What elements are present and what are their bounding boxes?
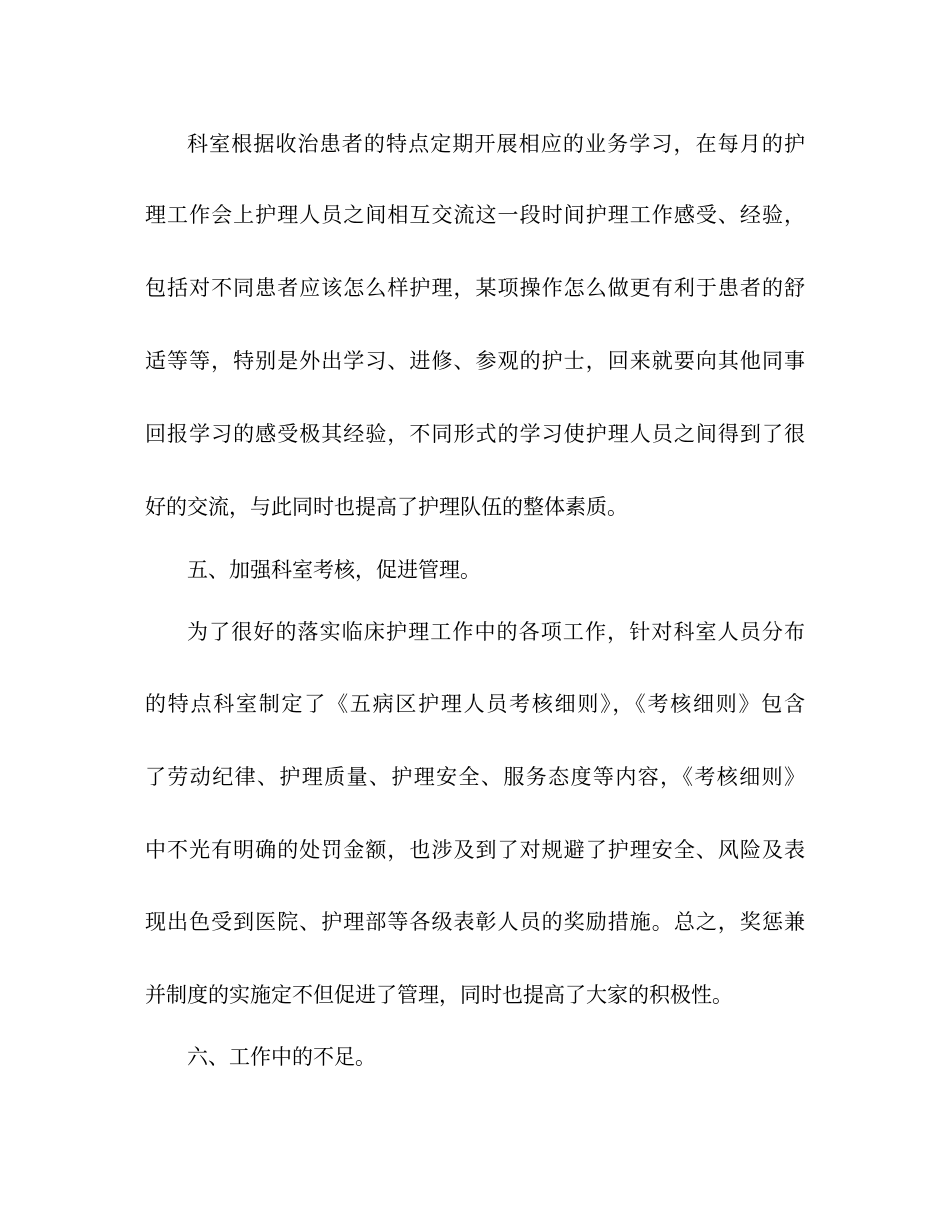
paragraph-1-line-2: 理工作会上护理人员之间相互交流这一段时间护理工作感受、经验， (145, 203, 805, 227)
paragraph-2-line-4: 中不光有明确的处罚金额，也涉及到了对规避了护理安全、风险及表 (145, 838, 805, 862)
paragraph-2-line-5: 现出色受到医院、护理部等各级表彰人员的奖励措施。总之，奖惩兼 (145, 910, 805, 934)
section-heading-6: 六、工作中的不足。 (187, 1045, 376, 1069)
paragraph-2-line-6: 并制度的实施定不但促进了管理，同时也提高了大家的积极性。 (145, 983, 733, 1007)
paragraph-2-line-3: 了劳动纪律、护理质量、护理安全、服务态度等内容，《考核细则》 (145, 765, 805, 789)
paragraph-2-line-1: 为了很好的落实临床护理工作中的各项工作，针对科室人员分布 (187, 620, 805, 644)
paragraph-1-line-6: 好的交流，与此同时也提高了护理队伍的整体素质。 (145, 495, 628, 519)
paragraph-1-line-5: 回报学习的感受极其经验，不同形式的学习使护理人员之间得到了很 (145, 422, 805, 446)
section-heading-5: 五、加强科室考核，促进管理。 (187, 558, 481, 582)
paragraph-1-line-4: 适等等，特别是外出学习、进修、参观的护士，回来就要向其他同事 (145, 349, 805, 373)
paragraph-2-line-2: 的特点科室制定了《五病区护理人员考核细则》，《考核细则》包含 (145, 692, 805, 716)
paragraph-1-line-3: 包括对不同患者应该怎么样护理，某项操作怎么做更有利于患者的舒 (145, 276, 805, 300)
paragraph-1-line-1: 科室根据收治患者的特点定期开展相应的业务学习，在每月的护 (187, 132, 805, 156)
